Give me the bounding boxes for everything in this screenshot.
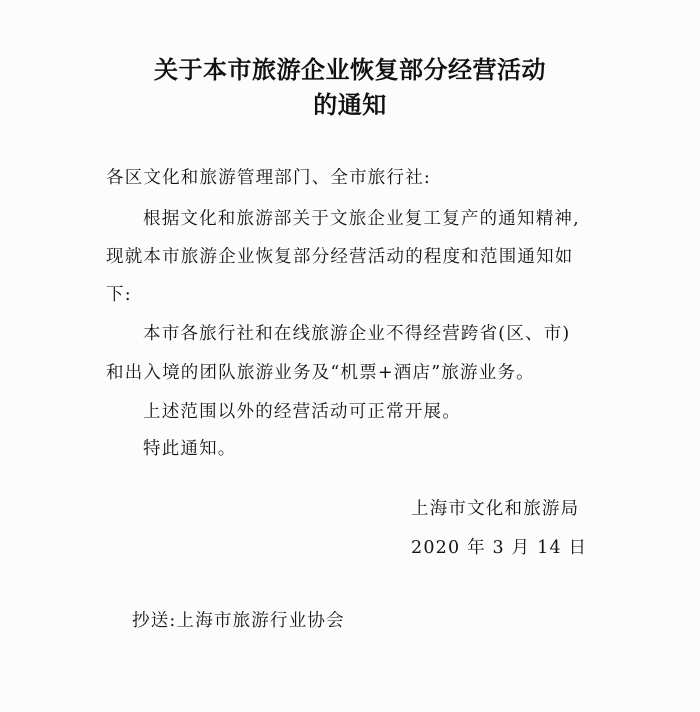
paragraph2-line2: 和出入境的团队旅游业务及“机票+酒店”旅游业务。 [106, 363, 535, 383]
paragraph3: 上述范围以外的经营活动可正常开展。 [143, 402, 461, 422]
salutation: 各区文化和旅游管理部门、全市旅行社: [106, 168, 431, 188]
signature-date: 2020 年 3 月 14 日 [411, 538, 588, 558]
paragraph1-line1: 根据文化和旅游部关于文旅企业复工复产的通知精神, [143, 209, 580, 229]
cc-line: 抄送:上海市旅游行业协会 [132, 611, 345, 631]
paragraph1-line2: 现就本市旅游企业恢复部分经营活动的程度和范围通知如 [106, 247, 574, 267]
document-title-line2: 的通知 [313, 91, 387, 119]
signature-organization: 上海市文化和旅游局 [411, 499, 580, 519]
document-title-line1: 关于本市旅游企业恢复部分经营活动 [154, 56, 546, 84]
paragraph2-line1: 本市各旅行社和在线旅游企业不得经营跨省(区、市) [143, 324, 571, 344]
paragraph1-line3: 下: [106, 285, 132, 305]
paragraph4: 特此通知。 [143, 439, 237, 459]
